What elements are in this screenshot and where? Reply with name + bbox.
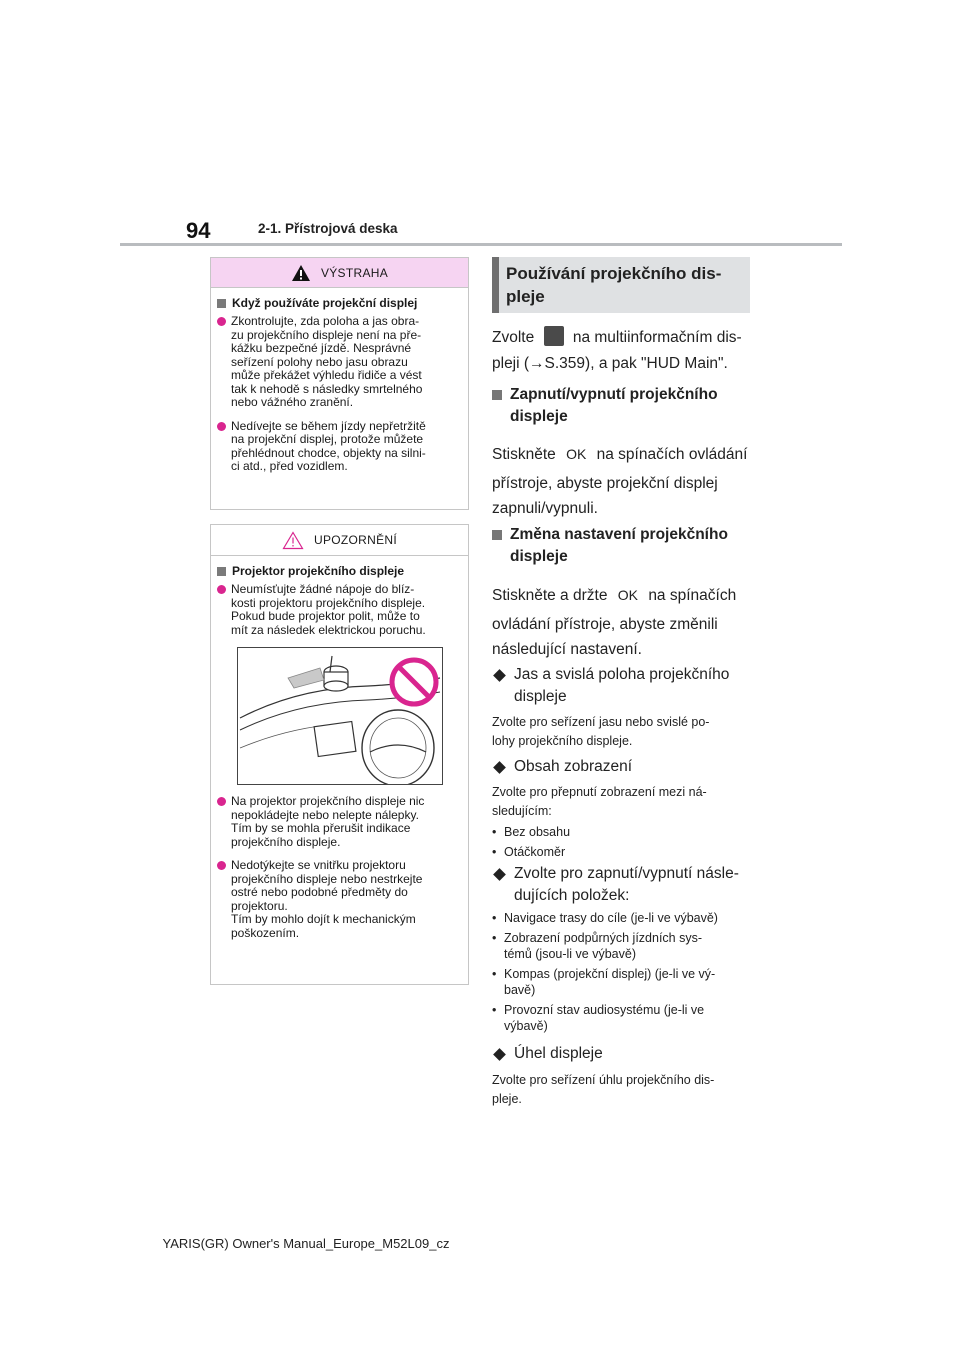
diamond-bullet-icon (493, 868, 506, 881)
content-list (492, 824, 752, 864)
item-content-desc: Zvolte pro přepnutí zobrazení mezi ná- sledujícím: (492, 785, 707, 818)
section-title: 2-1. Přístrojová deska (258, 221, 398, 236)
warning-bullet: Nedívejte se během jízdy nepřetržitě na projekční displej, protože můžete přehlédnout chodce, objekty na silni- ci atd., před vozidlem. (217, 420, 462, 474)
item-brightness: Jas a svislá poloha projekčního displeje (492, 664, 729, 708)
caution-header (211, 525, 468, 556)
ok-button-label: OK (566, 446, 587, 462)
item-brightness-desc: Zvolte pro seřízení jasu nebo svislé po- lohy projekčního displeje. (492, 715, 710, 748)
pink-dot-icon (217, 317, 226, 326)
square-bullet-icon (492, 530, 502, 540)
toggle-line-2: přístroje, abyste projekční displej (492, 475, 718, 492)
intro-line-2: pleji (→S.359), a pak "HUD Main". (492, 355, 728, 372)
caution-heading: Projektor projekčního displeje (217, 564, 462, 579)
caution-box (210, 524, 469, 985)
square-bullet-icon (217, 299, 226, 308)
pink-dot-icon (217, 585, 226, 594)
subheading-settings: Změna nastavení projekčního displeje (492, 524, 728, 568)
diamond-bullet-icon (493, 761, 506, 774)
footer-text: YARIS(GR) Owner's Manual_Europe_M52L09_cz (162, 1236, 450, 1251)
square-bullet-icon (492, 390, 502, 400)
warning-triangle-icon (291, 264, 311, 282)
item-content: Obsah zobrazení (492, 756, 632, 778)
list-item: • Zobrazení podpůrných jízdních sys- témů (jsou-li ve výbavě) (492, 931, 703, 961)
list-item: • Navigace trasy do cíle (je-li ve výbavě) (492, 911, 718, 925)
toggle-items-list (492, 910, 754, 1038)
projector-illustration (237, 647, 443, 785)
caution-bullet: Neumísťujte žádné nápoje do blíz- kosti projektoru projekčního displeje. Pokud bude projektor polit, může to mít za následek elektrickou poruchu. (217, 583, 462, 637)
warning-heading: Když používáte projekční displej (217, 296, 462, 311)
list-item: • Kompas (projekční displej) (je-li ve vý- bavě) (492, 967, 716, 997)
item-angle-desc: Zvolte pro seřízení úhlu projekčního dis- pleje. (492, 1073, 715, 1106)
item-toggle-items: Zvolte pro zapnutí/vypnutí násle- dujících položek: (492, 863, 739, 907)
warning-title: VÝSTRAHA (320, 265, 389, 280)
item-angle: Úhel displeje (492, 1043, 603, 1065)
pink-dot-icon (217, 797, 226, 806)
pink-dot-icon (217, 422, 226, 431)
diamond-bullet-icon (493, 669, 506, 682)
list-item: • Provozní stav audiosystému (je-li ve výbavě) (492, 1003, 705, 1033)
footer (0, 1236, 960, 1251)
settings-line-3: následující nastavení. (492, 641, 642, 658)
caution-bullet: Nedotýkejte se vnitřku projektoru projekčního displeje nebo nestrkejte ostré nebo podobné předměty do projektoru. Tím by mohlo dojít k mechanickým poškozením. (217, 859, 462, 940)
settings-line-1: Stiskněte a držte OK na spínačích (492, 587, 737, 604)
settings-gear-icon (544, 326, 564, 346)
subheading-toggle: Zapnutí/vypnutí projekčního displeje (492, 384, 718, 428)
pink-dot-icon (217, 861, 226, 870)
page-number: 94 (186, 218, 211, 243)
ok-button-label: OK (617, 587, 638, 603)
right-section-heading: Používání projekčního dis- pleje (492, 257, 750, 313)
caution-title: UPOZORNĚNÍ (313, 533, 397, 547)
caution-triangle-icon (282, 531, 304, 550)
warning-box (210, 257, 469, 510)
caution-bullet: Na projektor projekčního displeje nic nepokládejte nebo nelepte nálepky. Tím by se mohla přerušit indikace projekčního displeje. (217, 795, 462, 849)
settings-line-2: ovládání přístroje, abyste změnili (492, 616, 718, 633)
square-bullet-icon (217, 567, 226, 576)
diamond-bullet-icon (493, 1048, 506, 1061)
intro-line-1: Zvolte na multiinformačním dis- (492, 326, 742, 347)
list-item: • Bez obsahu (492, 825, 571, 839)
warning-bullet: Zkontrolujte, zda poloha a jas obra- zu projekčního displeje není na pře- kážku bezpečné jízdě. Nesprávné seřízení polohy nebo jasu obrazu může překážet výhledu řidiče a vést tak k nehodě s následky smrtelného nebo vážného zranění. (217, 315, 462, 410)
warning-header (211, 258, 468, 288)
header-rule (120, 243, 842, 246)
list-item: • Otáčkoměr (492, 845, 566, 859)
toggle-line-1: Stiskněte OK na spínačích ovládání (492, 446, 748, 463)
toggle-line-3: zapnuli/vypnuli. (492, 500, 598, 517)
